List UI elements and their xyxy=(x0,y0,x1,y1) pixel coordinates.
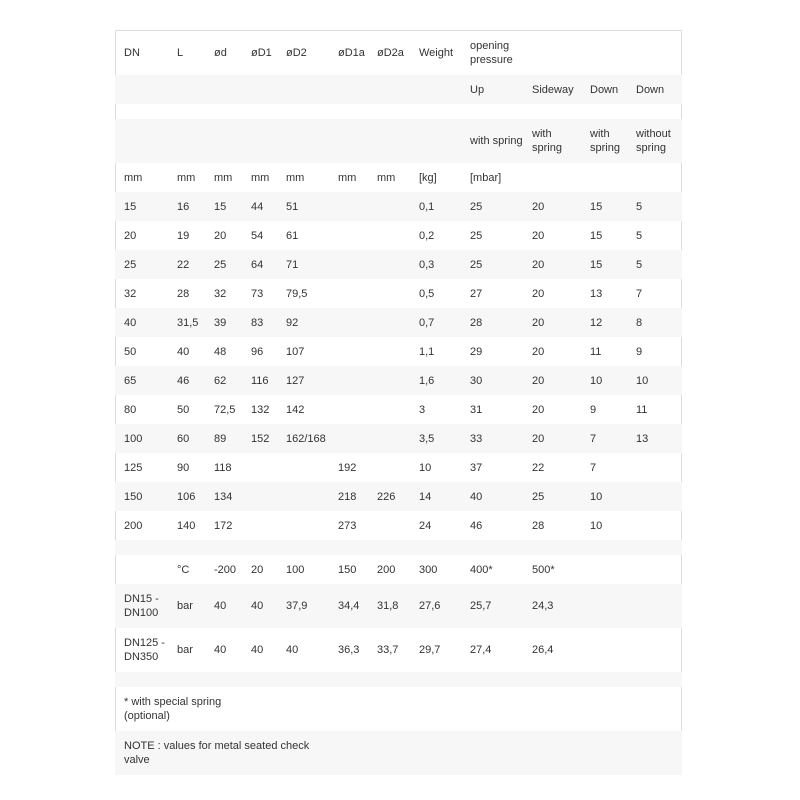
table-row xyxy=(115,279,682,308)
direction-row xyxy=(115,75,682,104)
cell: 132 xyxy=(251,403,270,416)
cell: 32 xyxy=(124,287,137,300)
cell: 25 xyxy=(523,482,581,511)
cell: 10 xyxy=(581,482,627,511)
cell: 127 xyxy=(277,366,329,395)
cell: 106 xyxy=(168,482,205,511)
cell: 20 xyxy=(124,229,137,242)
cell xyxy=(329,337,368,366)
cell: 9 xyxy=(590,403,597,416)
cell: 273 xyxy=(338,519,357,532)
cell: 11 xyxy=(590,345,602,358)
cell: 27 xyxy=(470,287,483,300)
unit-cell: mm xyxy=(338,171,357,184)
cell: 125 xyxy=(124,461,143,474)
cell: 20 xyxy=(523,424,581,453)
cell: 22 xyxy=(532,461,545,474)
cell: 15 xyxy=(115,192,168,221)
cell: 20 xyxy=(523,366,581,395)
header-opening-pressure: opening pressure xyxy=(470,40,513,66)
cell: 28 xyxy=(177,287,190,300)
cell: 89 xyxy=(205,424,242,453)
cell: 54 xyxy=(251,229,264,242)
table-row xyxy=(115,366,682,395)
table-row xyxy=(115,221,682,250)
header-d2: øD2 xyxy=(286,47,307,59)
cell: 13 xyxy=(627,424,682,453)
header-d2a: øD2a xyxy=(377,47,404,59)
header-d1a: øD1a xyxy=(338,47,365,59)
cell: 20 xyxy=(532,403,545,416)
note-row xyxy=(115,687,682,731)
unit-cell: [kg] xyxy=(419,171,437,184)
cell: 218 xyxy=(329,482,368,511)
unit-cell: mm xyxy=(177,171,196,184)
spring-up: with spring xyxy=(461,119,523,163)
unit-cell: mm xyxy=(251,171,270,184)
cell: 72,5 xyxy=(214,403,236,416)
temperature-row xyxy=(115,555,682,584)
table-row xyxy=(115,337,682,366)
cell: 36,3 xyxy=(338,644,360,656)
direction-sideway: Sideway xyxy=(523,75,581,104)
cell: 39 xyxy=(205,308,242,337)
pressure-row xyxy=(115,628,682,672)
cell: 152 xyxy=(242,424,277,453)
cell: 118 xyxy=(214,461,232,474)
special-spring-note: * with special spring (optional) xyxy=(124,696,222,722)
cell xyxy=(329,366,368,395)
cell xyxy=(627,453,682,482)
cell: DN15 - DN100 xyxy=(115,584,168,628)
cell: 12 xyxy=(581,308,627,337)
cell: DN125 - DN350 xyxy=(124,637,165,663)
cell: 27,6 xyxy=(410,584,461,628)
cell: 0,2 xyxy=(419,229,435,242)
spring-down-2: without spring xyxy=(627,119,682,163)
cell: 44 xyxy=(242,192,277,221)
cell: 34,4 xyxy=(329,584,368,628)
cell: 150 xyxy=(338,563,357,576)
cell: 46 xyxy=(470,519,483,532)
cell: 10 xyxy=(590,519,603,532)
cell: 31,5 xyxy=(168,308,205,337)
cell: 400* xyxy=(470,563,493,576)
cell: 5 xyxy=(627,250,682,279)
cell: 10 xyxy=(419,461,432,474)
cell: 31,8 xyxy=(368,584,410,628)
cell: 73 xyxy=(251,287,264,300)
cell: 25 xyxy=(115,250,168,279)
cell xyxy=(115,555,168,584)
spacer-row xyxy=(115,540,682,555)
cell: 15 xyxy=(581,250,627,279)
cell xyxy=(277,511,329,540)
cell: 1,1 xyxy=(419,345,435,358)
cell: 51 xyxy=(277,192,329,221)
cell: 25 xyxy=(461,192,523,221)
header-d1: øD1 xyxy=(251,47,272,59)
cell: 92 xyxy=(277,308,329,337)
cell: 20 xyxy=(532,287,545,300)
cell: 80 xyxy=(124,403,137,416)
cell: 28 xyxy=(461,308,523,337)
cell: bar xyxy=(177,644,193,656)
cell: 134 xyxy=(205,482,242,511)
cell: 22 xyxy=(168,250,205,279)
cell: 100 xyxy=(286,563,305,576)
cell: 11 xyxy=(636,403,648,416)
cell xyxy=(368,424,410,453)
cell: 10 xyxy=(627,366,682,395)
cell xyxy=(368,279,410,308)
table-row xyxy=(115,192,682,221)
cell: 33 xyxy=(461,424,523,453)
cell: 37,9 xyxy=(277,584,329,628)
cell: 20 xyxy=(214,229,227,242)
cell: 30 xyxy=(461,366,523,395)
cell: 29 xyxy=(470,345,483,358)
spring-row xyxy=(115,119,682,163)
cell: 20 xyxy=(523,308,581,337)
cell: 20 xyxy=(523,192,581,221)
cell: 3,5 xyxy=(410,424,461,453)
cell: 90 xyxy=(177,461,190,474)
cell: 71 xyxy=(277,250,329,279)
cell: 20 xyxy=(532,345,545,358)
cell: 200 xyxy=(124,519,143,532)
cell: 200 xyxy=(377,563,396,576)
spacer-row xyxy=(115,104,682,119)
cell: 40 xyxy=(115,308,168,337)
cell: 83 xyxy=(242,308,277,337)
cell: 300 xyxy=(419,563,438,576)
table-row xyxy=(115,453,682,482)
cell: 40 xyxy=(205,584,242,628)
cell: 40 xyxy=(461,482,523,511)
header-d: ød xyxy=(214,47,227,59)
cell: 46 xyxy=(168,366,205,395)
cell: 61 xyxy=(286,229,299,242)
cell xyxy=(329,192,368,221)
cell: 28 xyxy=(532,519,545,532)
cell: 140 xyxy=(177,519,196,532)
spring-sideway: with spring xyxy=(523,119,581,163)
cell: 116 xyxy=(242,366,277,395)
unit-cell: mm xyxy=(214,171,233,184)
cell xyxy=(329,250,368,279)
cell xyxy=(368,221,410,250)
unit-cell: mm xyxy=(286,171,305,184)
cell xyxy=(627,482,682,511)
cell: 150 xyxy=(115,482,168,511)
cell: 162/168 xyxy=(277,424,329,453)
cell: 96 xyxy=(251,345,264,358)
cell: 25,7 xyxy=(461,584,523,628)
cell: 29,7 xyxy=(419,644,441,656)
cell xyxy=(368,366,410,395)
table-row xyxy=(115,424,682,453)
cell: 226 xyxy=(368,482,410,511)
unit-cell: mm xyxy=(124,171,143,184)
cell: -200 xyxy=(214,563,237,576)
cell: 79,5 xyxy=(286,287,308,300)
cell: 0,1 xyxy=(410,192,461,221)
cell: 24,3 xyxy=(523,584,581,628)
cell: 0,3 xyxy=(410,250,461,279)
cell: 37 xyxy=(470,461,483,474)
cell: 15 xyxy=(205,192,242,221)
cell: 60 xyxy=(168,424,205,453)
cell: 24 xyxy=(419,519,432,532)
cell: 64 xyxy=(242,250,277,279)
table-body xyxy=(115,31,682,775)
cell: 142 xyxy=(286,403,305,416)
cell: 50 xyxy=(124,345,137,358)
cell: 20 xyxy=(251,563,264,576)
spacer-row xyxy=(115,672,682,687)
direction-up: Up xyxy=(461,75,523,104)
cell: 25 xyxy=(470,229,483,242)
cell: 15 xyxy=(581,192,627,221)
cell xyxy=(277,453,329,482)
cell: 9 xyxy=(636,345,643,358)
cell: 62 xyxy=(205,366,242,395)
cell: 7 xyxy=(636,287,643,300)
cell: 40 xyxy=(251,644,264,656)
check-valve-data-table xyxy=(115,31,682,775)
cell: 27,4 xyxy=(470,644,492,656)
table-row xyxy=(115,482,682,511)
cell: 31 xyxy=(470,403,483,416)
cell xyxy=(368,395,410,424)
header-l: L xyxy=(177,47,184,59)
cell: bar xyxy=(168,584,205,628)
cell xyxy=(368,192,410,221)
cell xyxy=(242,482,277,511)
cell xyxy=(329,279,368,308)
metal-seated-note: NOTE : values for metal seated check valve xyxy=(115,731,329,775)
cell: 65 xyxy=(115,366,168,395)
cell: 172 xyxy=(214,519,233,532)
header-weight: Weight xyxy=(419,47,454,59)
cell xyxy=(368,511,410,540)
cell: 40 xyxy=(242,584,277,628)
cell: 5 xyxy=(627,192,682,221)
cell: 10 xyxy=(581,366,627,395)
cell: 100 xyxy=(115,424,168,453)
cell xyxy=(368,308,410,337)
cell xyxy=(368,337,410,366)
cell: 3 xyxy=(419,403,426,416)
cell: 8 xyxy=(627,308,682,337)
cell: 0,5 xyxy=(419,287,435,300)
unit-cell: [mbar] xyxy=(470,171,502,184)
cell xyxy=(242,453,277,482)
header-row xyxy=(115,31,682,75)
direction-down: Down xyxy=(581,75,627,104)
cell: 48 xyxy=(214,345,227,358)
cell: 50 xyxy=(177,403,190,416)
spring-down: with spring xyxy=(581,119,627,163)
cell: 14 xyxy=(410,482,461,511)
cell xyxy=(329,308,368,337)
cell xyxy=(242,511,277,540)
cell: 32 xyxy=(214,287,227,300)
cell xyxy=(277,482,329,511)
pressure-row xyxy=(115,584,682,628)
cell xyxy=(329,395,368,424)
cell: 19 xyxy=(177,229,190,242)
table-row xyxy=(115,395,682,424)
cell: 33,7 xyxy=(377,644,399,656)
cell: 26,4 xyxy=(532,644,554,656)
cell: 25 xyxy=(461,250,523,279)
table-row xyxy=(115,308,682,337)
cell: 107 xyxy=(286,345,305,358)
cell: 500* xyxy=(532,563,555,576)
cell xyxy=(627,511,682,540)
cell: 16 xyxy=(168,192,205,221)
note-row xyxy=(115,731,682,775)
cell: 7 xyxy=(590,461,597,474)
cell: 25 xyxy=(205,250,242,279)
cell: 13 xyxy=(590,287,603,300)
cell: 15 xyxy=(590,229,603,242)
cell: 7 xyxy=(581,424,627,453)
cell xyxy=(368,453,410,482)
cell: 192 xyxy=(338,461,357,474)
unit-cell: mm xyxy=(377,171,396,184)
direction-down-2: Down xyxy=(627,75,682,104)
cell: 40 xyxy=(177,345,190,358)
cell: 1,6 xyxy=(410,366,461,395)
table-row xyxy=(115,250,682,279)
cell: 0,7 xyxy=(410,308,461,337)
cell xyxy=(368,250,410,279)
cell: 5 xyxy=(636,229,643,242)
header-dn: DN xyxy=(124,47,140,59)
cell: 20 xyxy=(523,250,581,279)
cell: °C xyxy=(177,563,190,576)
cell: 40 xyxy=(286,644,299,656)
cell: 40 xyxy=(214,644,227,656)
unit-row xyxy=(115,163,682,192)
table-row xyxy=(115,511,682,540)
cell xyxy=(329,221,368,250)
cell: 20 xyxy=(532,229,545,242)
cell xyxy=(329,424,368,453)
